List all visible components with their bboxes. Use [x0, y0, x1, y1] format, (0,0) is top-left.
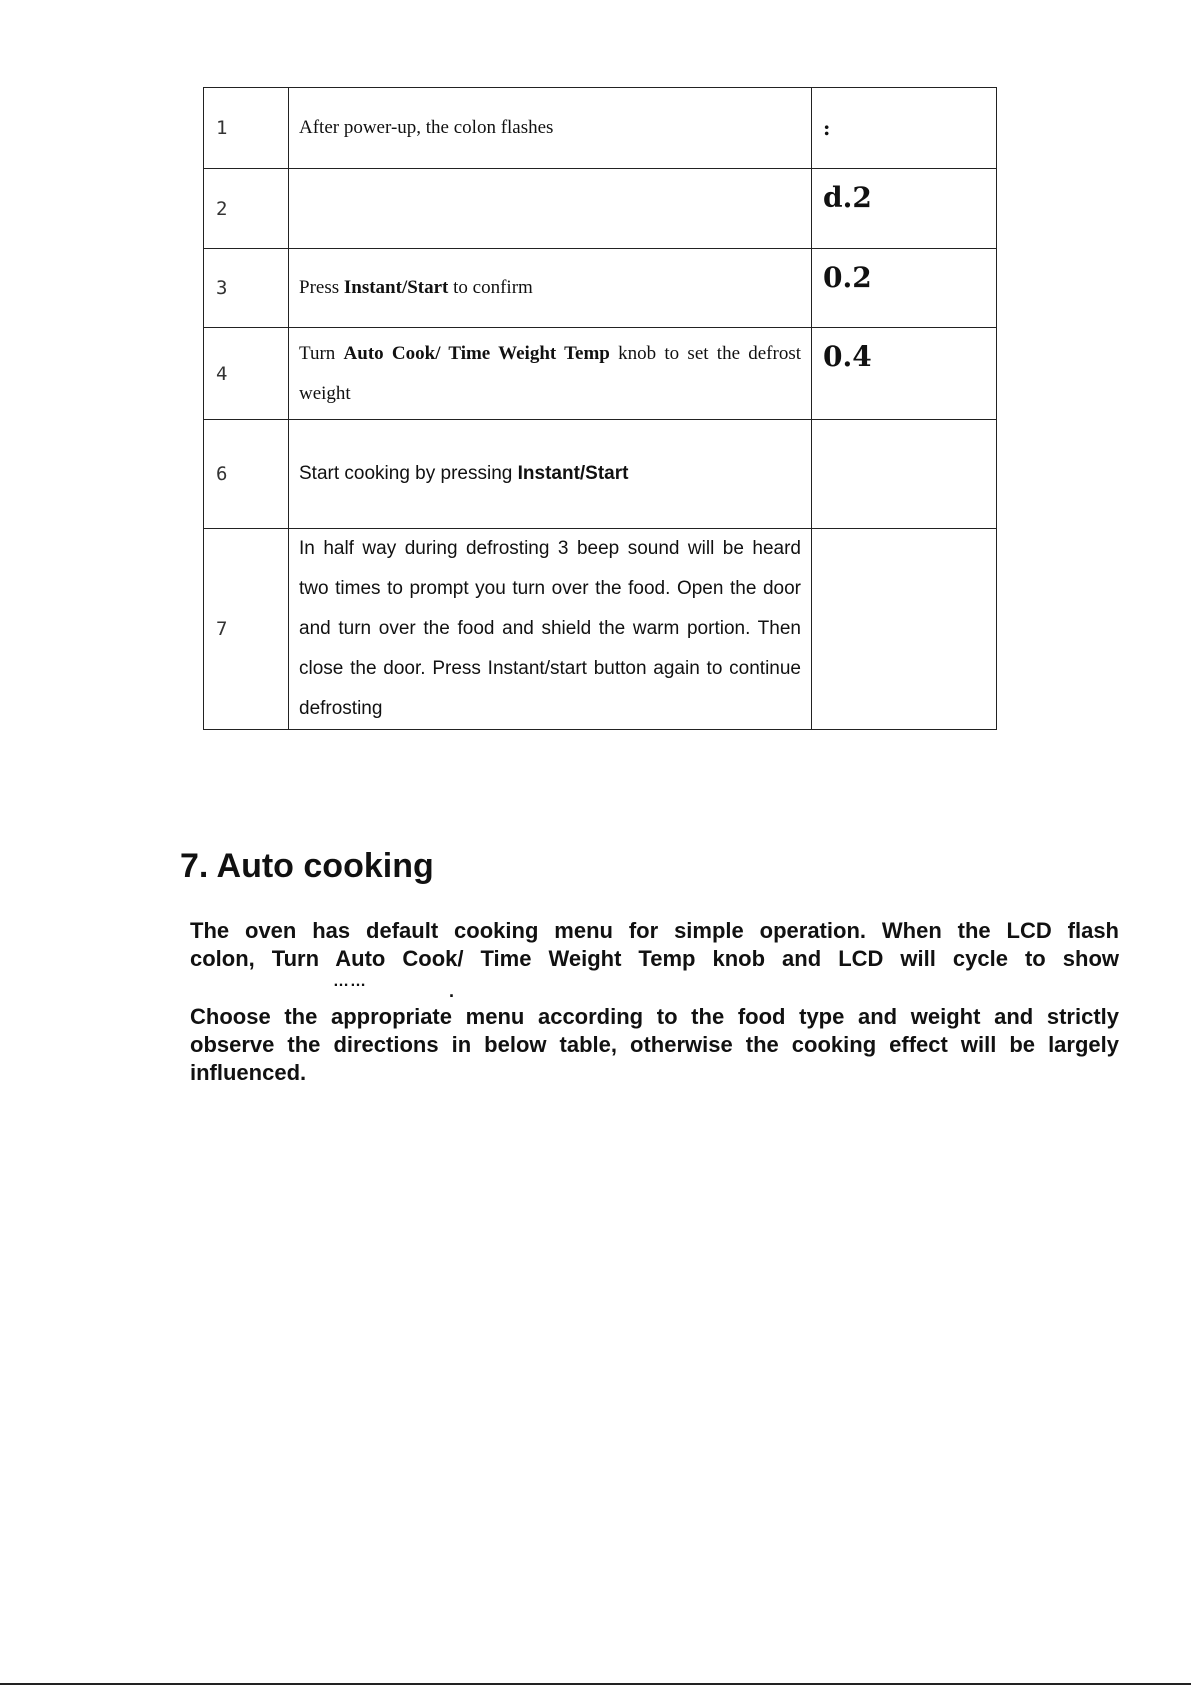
step-number: 4	[204, 328, 289, 420]
step-text: Press	[299, 277, 344, 298]
step-number: 7	[204, 529, 289, 730]
paragraph: Choose the appropriate menu according to the food type and weight and strictly observe the directions in below table, otherwise the cooking effect will be largely influenced.	[190, 1004, 1119, 1085]
knob-name: Auto Cook/ Time Weight Temp	[343, 342, 610, 364]
step-number: 1	[204, 88, 289, 169]
step-text: knob to set the defrost weight	[299, 342, 802, 404]
period-mark: .	[449, 981, 455, 1001]
step-text: to confirm	[448, 277, 533, 298]
lcd-display: d.2	[812, 169, 997, 249]
step-text: Start cooking by pressing	[299, 463, 518, 484]
lcd-display	[812, 420, 997, 529]
step-text: Turn	[299, 342, 344, 364]
button-name: Instant/Start	[343, 277, 449, 298]
table-row	[204, 249, 997, 328]
step-number: 6	[204, 420, 289, 529]
paragraph-line: The oven has default cooking menu for simple operation. When the LCD flash	[190, 918, 1119, 943]
lcd-display: 0.4	[812, 328, 997, 420]
defrost-steps-table	[203, 87, 997, 730]
table-row	[204, 169, 997, 249]
step-description	[289, 420, 812, 529]
lcd-display: :	[812, 88, 997, 169]
table-row	[204, 420, 997, 529]
step-description	[289, 169, 812, 249]
paragraph-line: colon, Turn Auto Cook/ Time Weight Temp knob and LCD will cycle to show	[190, 946, 1119, 971]
table-row	[204, 529, 997, 730]
step-description	[289, 328, 812, 420]
lcd-display	[812, 529, 997, 730]
step-number: 3	[204, 249, 289, 328]
step-number: 2	[204, 169, 289, 249]
step-description: In half way during defrosting 3 beep sound will be heard two times to prompt you turn over the food. Open the door and turn over the food and shield the warm portion. Then close the door. Press Instant/start button again to continue defrosting	[289, 529, 812, 730]
section-title: 7. Auto cooking	[180, 847, 434, 885]
step-description: After power-up, the colon flashes	[289, 88, 812, 169]
table-row	[204, 88, 997, 169]
lcd-display: 0.2	[812, 249, 997, 328]
ellipsis-mark: ……	[333, 973, 367, 990]
button-name: Instant/Start	[517, 463, 629, 484]
step-description	[289, 249, 812, 328]
table-row	[204, 328, 997, 420]
